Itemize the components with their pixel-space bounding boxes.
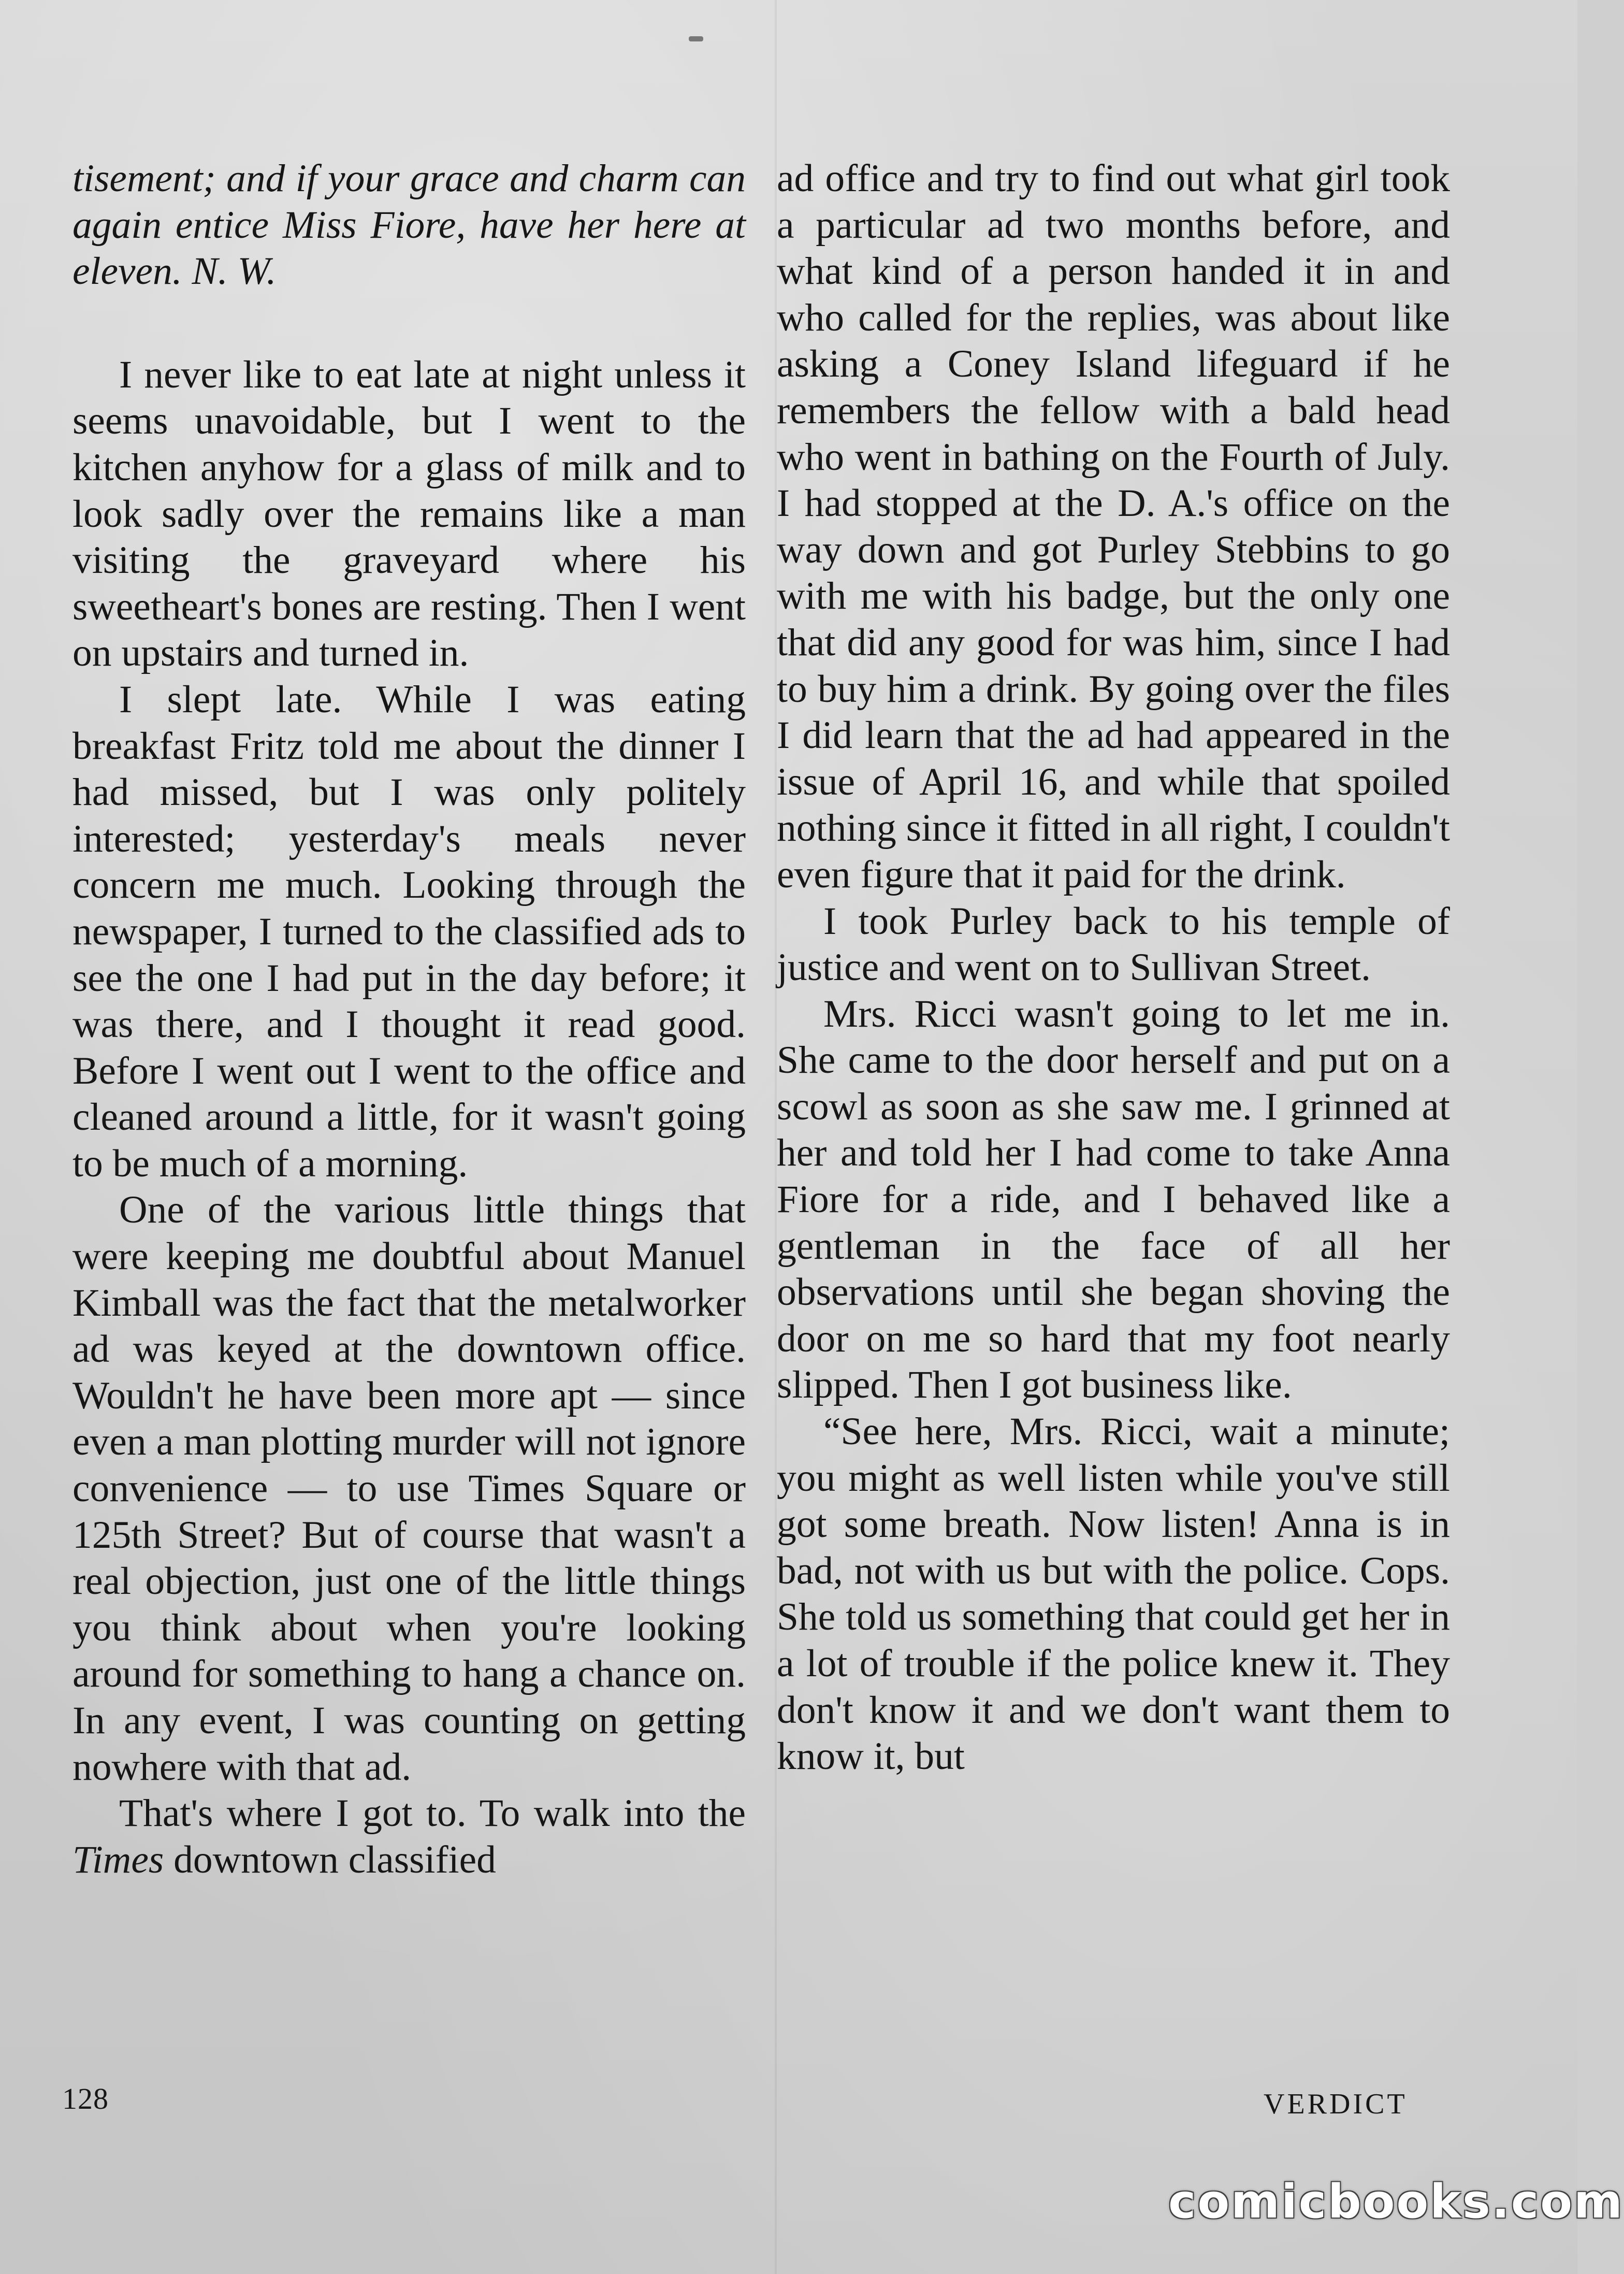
paragraph: ad office and try to find out what girl took a particular ad two months before, and what kind of a person handed it in and who called for the replies, was about like asking a Coney Island lifeguard if he remembers the fellow with a bald head who went in bathing on the Fourth of July. I had stopped at the D. A.'s office on the way down and got Purley Stebbins to go with me with his badge, but the only one that did any good for was him, since I had to buy him a drink. By going over the files I did learn that the ad had appeared in the issue of April 16, and while that spoiled nothing since it fitted in all right, I couldn't even figure that it paid for the drink. (777, 157, 1450, 896)
paragraph: Mrs. Ricci wasn't going to let me in. She came to the door herself and put on a scowl as soon as she saw me. I grinned at her and told her I had come to take Anna Fiore for a ride, and I behaved like a gentleman in the face of all her observations until she began shoving the door on me so hard that my foot nearly slipped. Then I got business like. (777, 992, 1450, 1407)
ad-text-italic: tisement; and if your grace and charm can again entice Miss Fiore, have her here at eleven. (72, 157, 746, 293)
paragraph (72, 1790, 746, 1883)
magazine-name: VERDICT (1264, 2088, 1408, 2120)
ad-text-paragraph (72, 155, 746, 295)
paragraph-gap (72, 295, 746, 352)
paragraph: I never like to eat late at night unless it seems unavoidable, but I went to the kitchen anyhow for a glass of milk and to look sadly over the remains like a man visiting the graveyard where his sweetheart's bones are resting. Then I went on upstairs and turned in. (72, 353, 746, 675)
paragraph: “See here, Mrs. Ricci, wait a minute; you might as well listen while you've still got some breath. Now listen! Anna is in bad, not with us but with the police. Cops. She told us something that could get her in a lot of trouble if the police knew it. They don't know it and we don't want them to know it, but (777, 1410, 1450, 1778)
paragraph: I took Purley back to his temple of justice and went on to Sullivan Street. (777, 899, 1450, 989)
newspaper-title: Times (72, 1838, 164, 1881)
paragraph-text: That's where I got to. To walk into the (119, 1792, 746, 1835)
paragraph-text: downtown classified (164, 1838, 496, 1881)
paragraph: One of the various little things that were keeping me doubtful about Manuel Kimball was the fact that the metalworker ad was keyed at the downtown office. Wouldn't he have been more apt — since even a man plotting murder will not ignore convenience — to use Times Square or 125th Street? But of course that wasn't a real objection, just one of the little things you think about when you're looking around for something to hang a chance on. In any event, I was counting on getting nowhere with that ad. (72, 1188, 746, 1789)
paragraph: I slept late. While I was eating breakfast Fritz told me about the dinner I had missed, but I was only politely interested; yesterday's meals never concern me much. Looking through the newspaper, I turned to the classified ads to see the one I had put in the day before; it was there, and I thought it read good. Before I went out I went to the office and cleaned around a little, for it wasn't going to be much of a morning. (72, 678, 746, 1185)
right-text-column (777, 155, 1450, 1780)
left-text-column (72, 155, 746, 1883)
ad-signature: N. W. (182, 250, 277, 293)
watermark-logo: comicbooks.com (1168, 2175, 1624, 2229)
print-speck (689, 36, 703, 41)
page-number: 128 (62, 2082, 109, 2115)
